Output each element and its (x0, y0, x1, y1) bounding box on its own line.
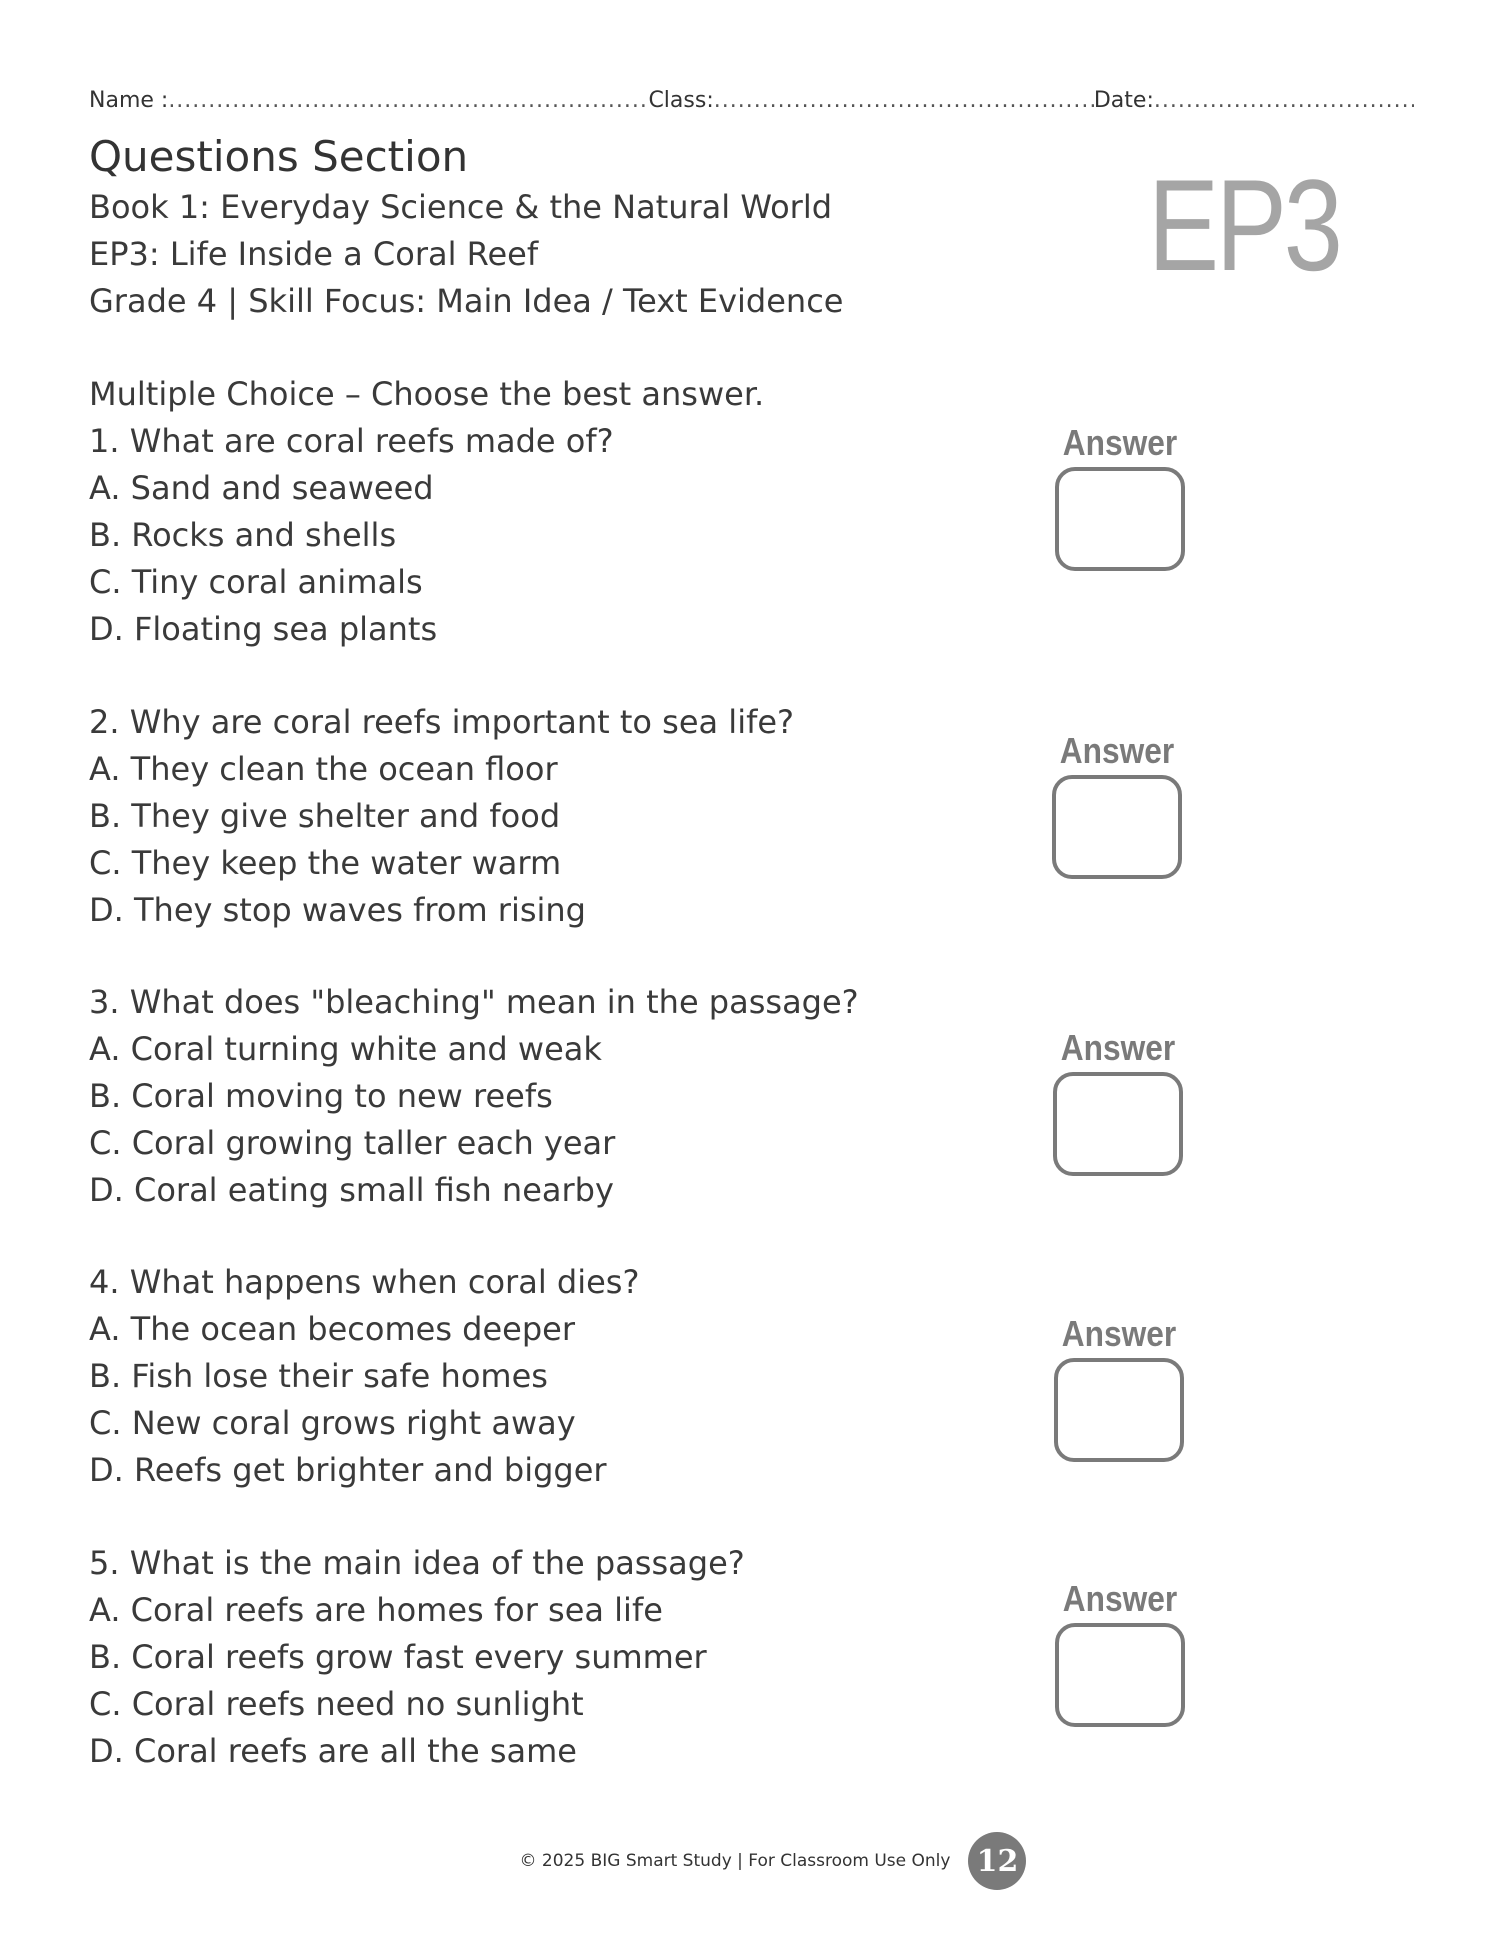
answer-label: Answer (1061, 1313, 1177, 1354)
answer-input-4[interactable] (1054, 1358, 1184, 1462)
name-field[interactable] (168, 88, 648, 114)
option-b: B. Coral reefs grow fast every summer (89, 1638, 707, 1676)
class-field[interactable] (714, 88, 1094, 114)
option-a: A. Sand and seaweed (89, 469, 434, 507)
grade-skill-line: Grade 4 | Skill Focus: Main Idea / Text Evidence (89, 282, 844, 320)
option-d: D. They stop waves from rising (89, 891, 586, 929)
option-a: A. Coral turning white and weak (89, 1030, 602, 1068)
copyright-text: © 2025 BIG Smart Study | For Classroom Use Only (519, 1851, 951, 1871)
option-c: C. Coral reefs need no sunlight (89, 1685, 584, 1723)
answer-input-1[interactable] (1055, 467, 1185, 571)
student-info-line (89, 88, 1414, 114)
question-3 (89, 979, 859, 1214)
class-label: Class: (648, 88, 714, 113)
page-number-badge: 12 (968, 1832, 1026, 1890)
answer-box-1 (1055, 423, 1185, 571)
date-label: Date: (1093, 88, 1154, 113)
question-prompt: 5. What is the main idea of the passage? (89, 1544, 745, 1582)
name-label: Name : (89, 88, 169, 113)
title-block (89, 130, 843, 325)
date-field[interactable] (1154, 88, 1414, 114)
answer-box-5 (1055, 1579, 1185, 1727)
answer-label: Answer (1059, 730, 1175, 771)
option-b: B. Rocks and shells (89, 516, 397, 554)
question-prompt: 3. What does "bleaching" mean in the passage? (89, 983, 859, 1021)
option-c: C. Tiny coral animals (89, 563, 423, 601)
answer-label: Answer (1060, 1027, 1176, 1068)
option-d: D. Coral eating small fish nearby (89, 1171, 614, 1209)
question-4 (89, 1259, 639, 1494)
option-a: A. The ocean becomes deeper (89, 1310, 575, 1348)
option-c: C. Coral growing taller each year (89, 1124, 616, 1162)
option-b: B. Fish lose their safe homes (89, 1357, 548, 1395)
option-b: B. Coral moving to new reefs (89, 1077, 553, 1115)
option-a: A. Coral reefs are homes for sea life (89, 1591, 663, 1629)
option-d: D. Floating sea plants (89, 610, 438, 648)
question-prompt: 2. Why are coral reefs important to sea life? (89, 703, 795, 741)
option-d: D. Coral reefs are all the same (89, 1732, 577, 1770)
answer-input-3[interactable] (1053, 1072, 1183, 1176)
answer-label: Answer (1062, 422, 1178, 463)
question-5 (89, 1540, 745, 1775)
answer-box-3 (1053, 1028, 1183, 1176)
answer-box-2 (1052, 731, 1182, 879)
question-prompt: 4. What happens when coral dies? (89, 1263, 640, 1301)
answer-box-4 (1054, 1314, 1184, 1462)
question-prompt: 1. What are coral reefs made of? (89, 422, 614, 460)
option-d: D. Reefs get brighter and bigger (89, 1451, 607, 1489)
answer-label: Answer (1062, 1578, 1178, 1619)
page-title: Questions Section (89, 132, 469, 181)
question-2 (89, 699, 794, 934)
option-c: C. They keep the water warm (89, 844, 562, 882)
answer-input-5[interactable] (1055, 1623, 1185, 1727)
option-c: C. New coral grows right away (89, 1404, 576, 1442)
question-1 (89, 418, 614, 653)
episode-title: EP3: Life Inside a Coral Reef (89, 235, 539, 273)
footer (0, 1832, 1500, 1890)
answer-input-2[interactable] (1052, 775, 1182, 879)
episode-code: EP3 (1148, 152, 1340, 298)
instructions: Multiple Choice – Choose the best answer. (89, 375, 765, 413)
option-b: B. They give shelter and food (89, 797, 561, 835)
option-a: A. They clean the ocean floor (89, 750, 558, 788)
book-title: Book 1: Everyday Science & the Natural World (89, 188, 833, 226)
